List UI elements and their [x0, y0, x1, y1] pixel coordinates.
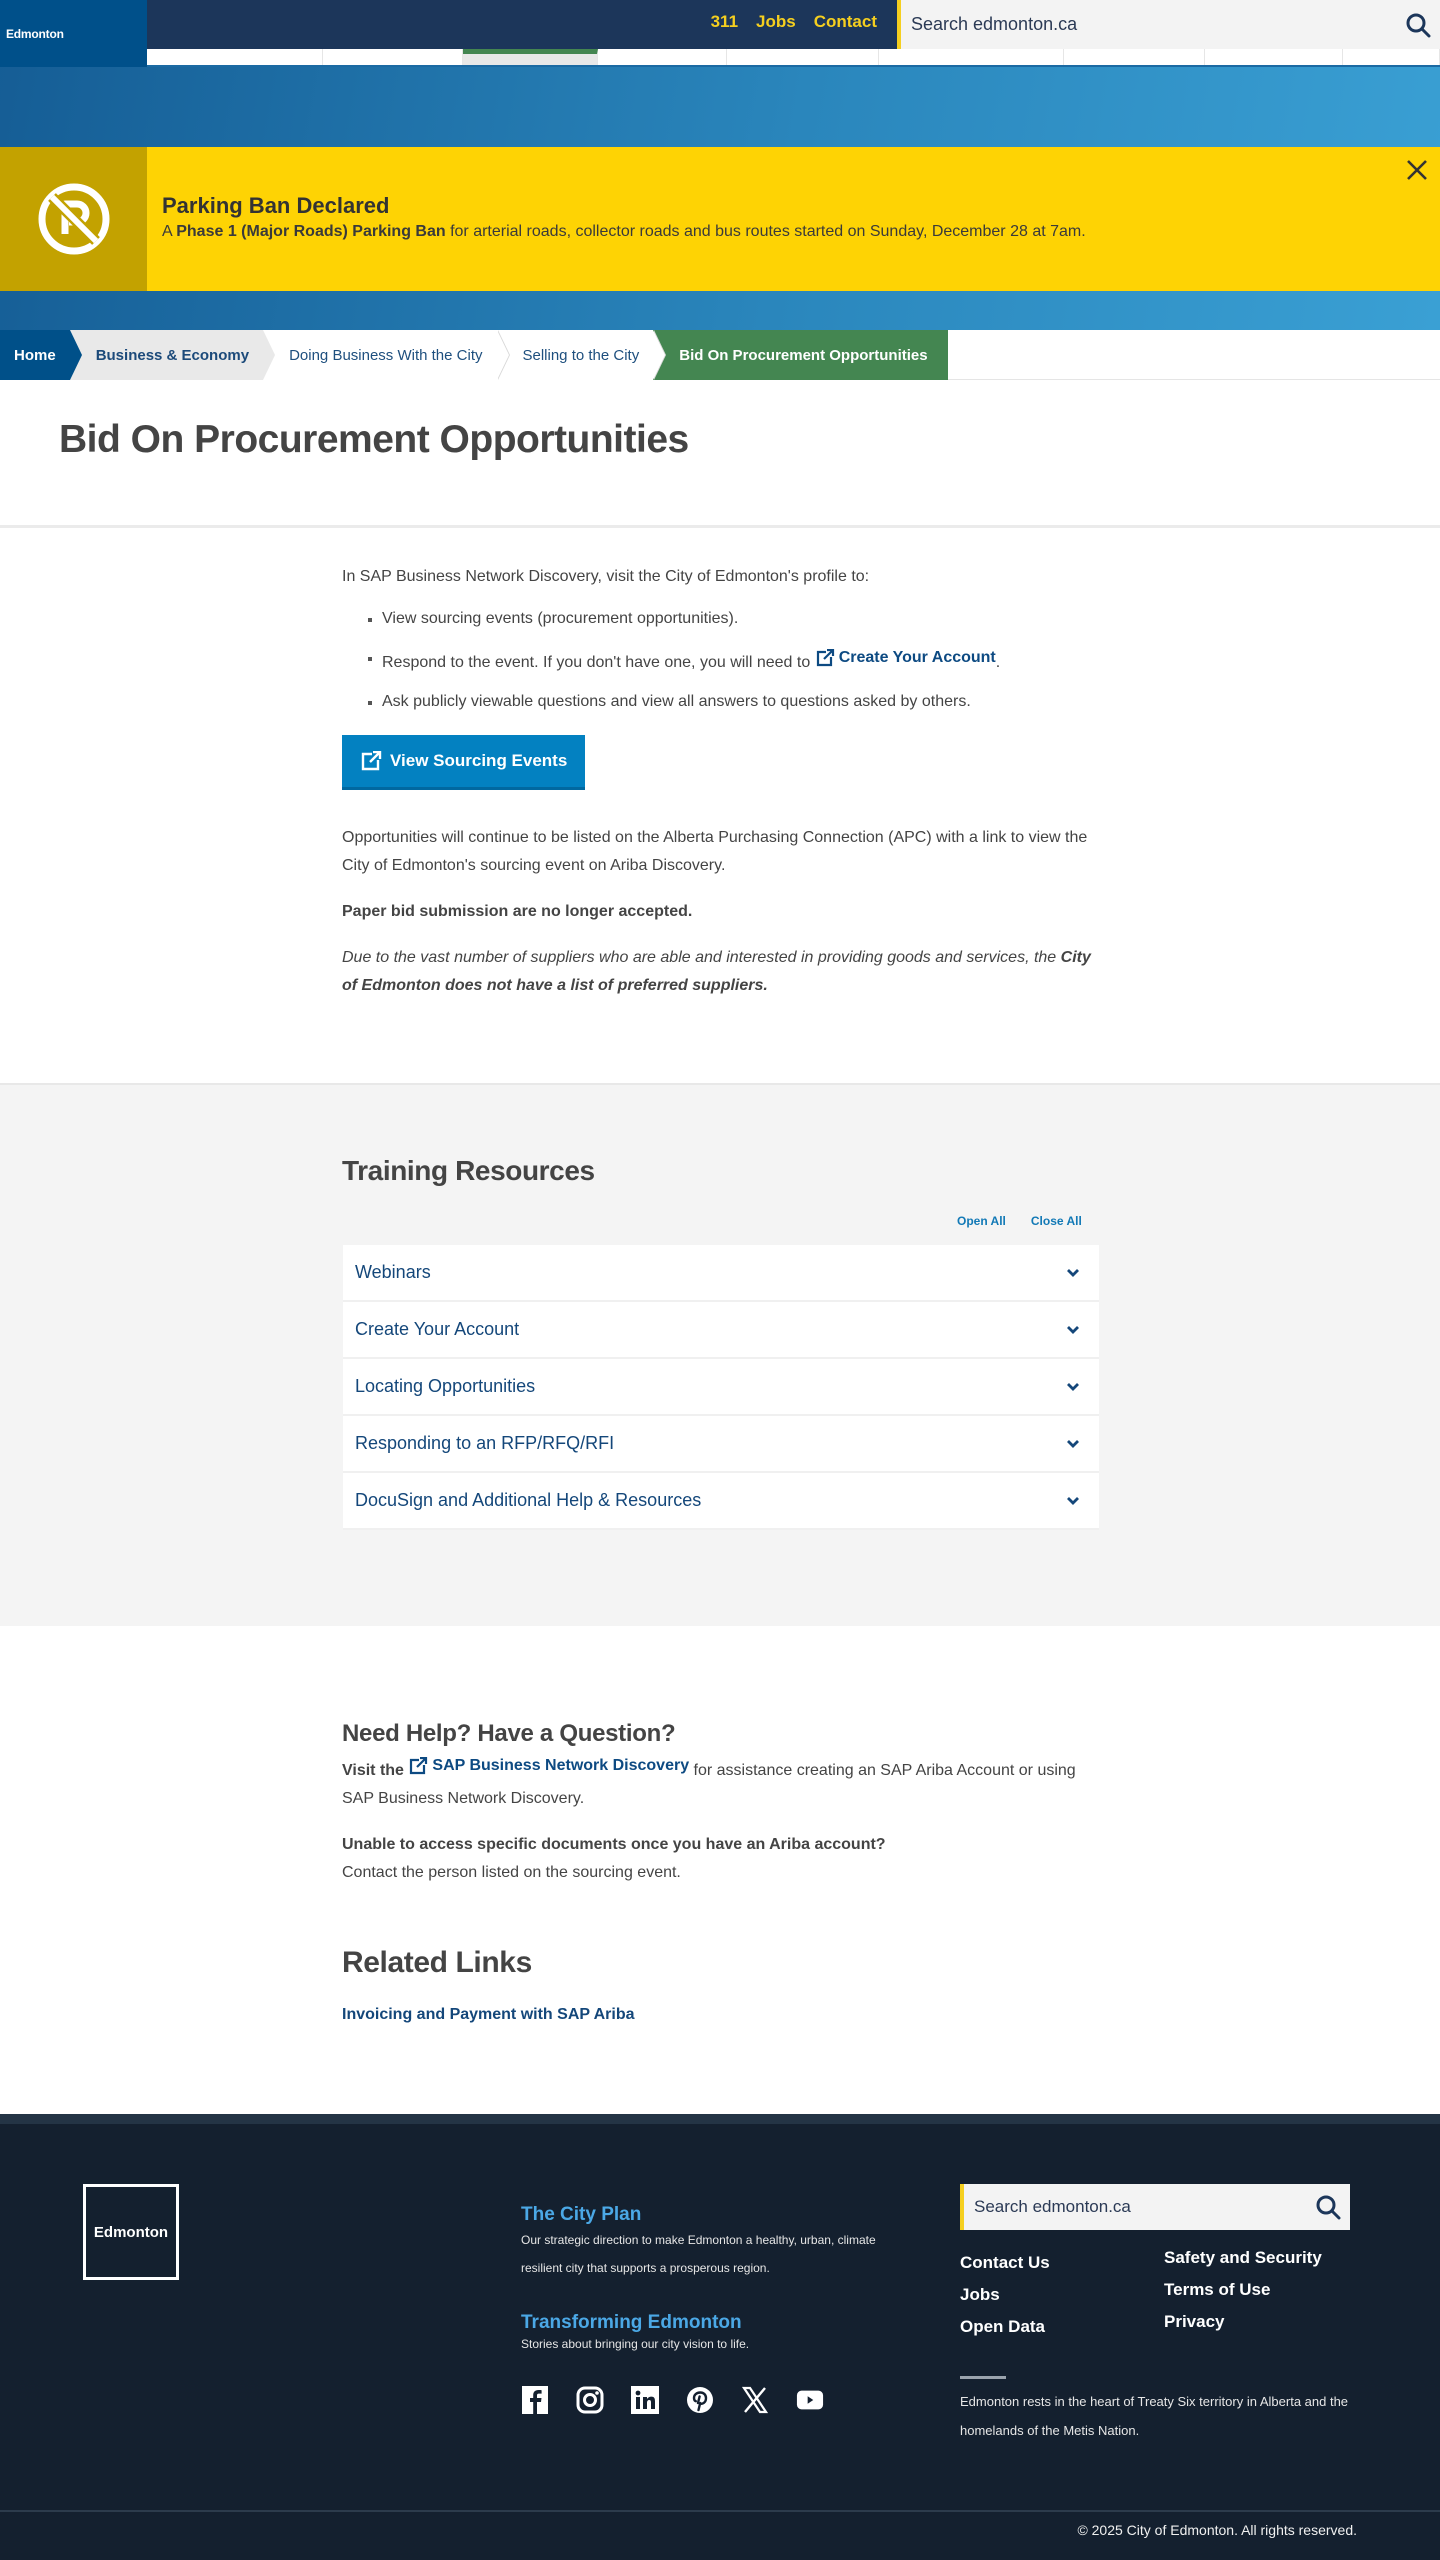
bullet-text: Ask publicly viewable questions and view all answers to questions asked by others. — [382, 693, 971, 710]
land-acknowledgement — [960, 2376, 1360, 2445]
footer-link-terms-of-use[interactable]: Terms of Use — [1164, 2280, 1271, 2299]
x-icon[interactable] — [741, 2386, 769, 2414]
land-acknowledgement-text: Edmonton rests in the heart of Treaty Six territory in Alberta and the homelands of the Metis Nation. — [960, 2394, 1349, 2438]
accordion-item-responding-rfp[interactable] — [343, 1416, 1099, 1473]
social-links — [521, 2386, 881, 2414]
close-all-button[interactable]: Close All — [1030, 1214, 1082, 1228]
copyright: © 2025 City of Edmonton. All rights reserved. — [1077, 2522, 1357, 2538]
search-icon[interactable] — [1306, 2185, 1350, 2229]
footer-link-privacy[interactable]: Privacy — [1164, 2312, 1225, 2331]
suppliers-italic-text: Due to the vast number of suppliers who are able and interested in providing goods and services, the — [342, 949, 1061, 966]
nav-tab-6[interactable] — [879, 49, 1064, 65]
page-title-section — [0, 380, 1440, 528]
bullet-list — [342, 605, 1102, 716]
list-item — [368, 688, 1102, 716]
help-paragraph — [342, 1752, 1102, 1813]
external-link-icon — [408, 1757, 428, 1775]
footer-link-open-data[interactable]: Open Data — [960, 2317, 1046, 2336]
pinterest-icon[interactable] — [686, 2386, 714, 2414]
accordion-label: Locating Opportunities — [355, 1376, 536, 1396]
nav-tab-1[interactable] — [147, 49, 323, 65]
nav-tab-2[interactable] — [323, 49, 463, 65]
paper-bid-notice: Paper bid submission are no longer accepted. — [342, 903, 693, 920]
help-visit-prefix: Visit the — [342, 1762, 409, 1779]
breadcrumb — [0, 330, 1440, 380]
breadcrumb-home[interactable]: Home — [0, 330, 70, 380]
apc-paragraph: Opportunities will continue to be listed on the Alberta Purchasing Connection (APC) with a link to view the City of Edmonton's sourcing event on Ariba Discovery. — [342, 829, 1088, 874]
linkedin-icon[interactable] — [631, 2386, 659, 2414]
external-link-icon — [815, 649, 835, 667]
footer-link-contact-us[interactable]: Contact Us — [960, 2253, 1050, 2272]
external-link-icon — [360, 751, 382, 771]
util-link-311[interactable]: 311 — [710, 12, 739, 31]
util-link-jobs[interactable]: Jobs — [756, 12, 796, 31]
sap-discovery-link[interactable] — [408, 1752, 689, 1780]
accordion-label: Responding to an RFP/RFQ/RFI — [355, 1433, 615, 1453]
accordion-label: DocuSign and Additional Help & Resources — [355, 1490, 702, 1510]
create-account-link-label: Create Your Account — [838, 649, 996, 666]
create-account-link[interactable] — [815, 644, 996, 672]
nav-tab-8[interactable] — [1205, 49, 1343, 65]
chevron-down-icon — [1065, 1265, 1081, 1281]
footer-feature-links — [521, 2204, 881, 2414]
accordion-item-webinars[interactable] — [343, 1245, 1099, 1302]
page-title: Bid On Procurement Opportunities — [59, 418, 689, 461]
edmonton-logo[interactable]: Edmonton — [0, 0, 147, 67]
help-question: Unable to access specific documents once you have an Ariba account? — [342, 1836, 886, 1853]
bullet-text: View sourcing events (procurement opportunities). — [382, 610, 739, 627]
nav-tab-9[interactable] — [1343, 49, 1440, 65]
open-all-button[interactable]: Open All — [957, 1214, 1006, 1228]
training-title: Training Resources — [342, 1155, 595, 1186]
view-sourcing-events-label: View Sourcing Events — [390, 751, 568, 770]
accordion-label: Create Your Account — [355, 1319, 520, 1339]
chevron-down-icon — [1065, 1379, 1081, 1395]
breadcrumb-business-economy[interactable]: Business & Economy — [70, 330, 263, 380]
footer-link-safety-security[interactable]: Safety and Security — [1164, 2248, 1322, 2267]
footer-search — [960, 2184, 1350, 2230]
breadcrumb-selling-to-city[interactable]: Selling to the City — [497, 330, 654, 380]
header-search — [897, 0, 1440, 49]
accordion-label: Webinars — [355, 1262, 431, 1282]
main-content — [342, 563, 1102, 1000]
list-item — [368, 644, 1102, 677]
youtube-icon[interactable] — [796, 2386, 824, 2414]
chevron-down-icon — [1065, 1322, 1081, 1338]
footer-logo[interactable] — [83, 2184, 179, 2280]
city-plan-desc: Our strategic direction to make Edmonton a healthy, urban, climate resilient city that supports a prosperous region. — [521, 2233, 876, 2275]
breadcrumb-current: Bid On Procurement Opportunities — [653, 330, 947, 380]
alert-body — [147, 147, 1440, 291]
alert-close-button[interactable] — [1402, 155, 1432, 185]
accordion-item-locating-opportunities[interactable] — [343, 1359, 1099, 1416]
bullet-suffix: . — [995, 654, 1001, 671]
alert-title: Parking Ban Declared — [162, 193, 390, 218]
chevron-down-icon — [1065, 1436, 1081, 1452]
suppliers-bold-text: City of Edmonton does not have a list of preferred suppliers. — [342, 949, 1091, 994]
facebook-icon[interactable] — [521, 2386, 549, 2414]
footer-links-col1 — [960, 2252, 1050, 2338]
search-icon[interactable] — [1396, 3, 1440, 47]
main-nav — [147, 49, 1440, 67]
intro-paragraph: In SAP Business Network Discovery, visit the City of Edmonton's profile to: — [342, 568, 870, 585]
close-icon — [1406, 159, 1428, 181]
view-sourcing-events-button[interactable] — [342, 735, 585, 790]
site-footer — [0, 2114, 1440, 2560]
help-title: Need Help? Have a Question? — [342, 1720, 676, 1747]
footer-link-jobs[interactable]: Jobs — [960, 2285, 1000, 2304]
accordion-controls — [957, 1214, 1082, 1228]
utility-nav — [711, 0, 877, 44]
bullet-text: Respond to the event. If you don't have one, you will need to — [382, 654, 815, 671]
list-item — [368, 605, 1102, 633]
training-resources-section — [0, 1083, 1440, 1626]
footer-bottom-bar — [0, 2510, 1440, 2560]
nav-tab-3-active[interactable] — [463, 49, 598, 65]
help-answer: Contact the person listed on the sourcing event. — [342, 1864, 681, 1881]
divider — [960, 2376, 1006, 2379]
parking-ban-alert — [0, 147, 1440, 291]
top-bar — [147, 0, 897, 49]
sap-discovery-link-label: SAP Business Network Discovery — [432, 1757, 690, 1774]
breadcrumb-doing-business[interactable]: Doing Business With the City — [263, 330, 496, 380]
no-parking-icon — [37, 182, 111, 256]
help-section — [342, 1720, 1102, 2029]
site-header — [0, 0, 1440, 330]
training-accordion — [343, 1245, 1099, 1530]
help-visit-suffix: for assistance creating an SAP Ariba Account or using SAP Business Network Discovery. — [342, 1762, 1076, 1807]
util-link-contact[interactable]: Contact — [813, 12, 877, 31]
alert-icon-box — [0, 147, 147, 291]
nav-tab-7[interactable] — [1064, 49, 1205, 65]
alert-text-prefix: A — [162, 223, 177, 240]
related-links-title: Related Links — [342, 1946, 532, 1979]
nav-tab-4[interactable] — [598, 49, 727, 65]
chevron-down-icon — [1065, 1493, 1081, 1509]
transforming-edmonton-link[interactable]: Transforming Edmonton — [521, 2312, 742, 2333]
alert-text-bold: Phase 1 (Major Roads) Parking Ban — [176, 223, 446, 240]
alert-text — [162, 223, 1440, 241]
instagram-icon[interactable] — [576, 2386, 604, 2414]
footer-links-col2 — [1164, 2247, 1322, 2333]
accordion-item-create-account[interactable] — [343, 1302, 1099, 1359]
transforming-edmonton-desc: Stories about bringing our city vision to life. — [521, 2337, 750, 2351]
nav-tab-5[interactable] — [727, 49, 879, 65]
header-search-input[interactable] — [901, 0, 1396, 49]
footer-search-input[interactable] — [964, 2184, 1306, 2230]
city-plan-link[interactable]: The City Plan — [521, 2204, 642, 2225]
preferred-suppliers-note — [342, 944, 1102, 1000]
related-link-invoicing[interactable]: Invoicing and Payment with SAP Ariba — [342, 2006, 635, 2023]
footer-logo-text: Edmonton — [93, 2223, 169, 2241]
alert-text-suffix: for arterial roads, collector roads and bus routes started on Sunday, December 28 at 7am. — [445, 223, 1086, 240]
accordion-item-docusign[interactable] — [343, 1473, 1099, 1530]
